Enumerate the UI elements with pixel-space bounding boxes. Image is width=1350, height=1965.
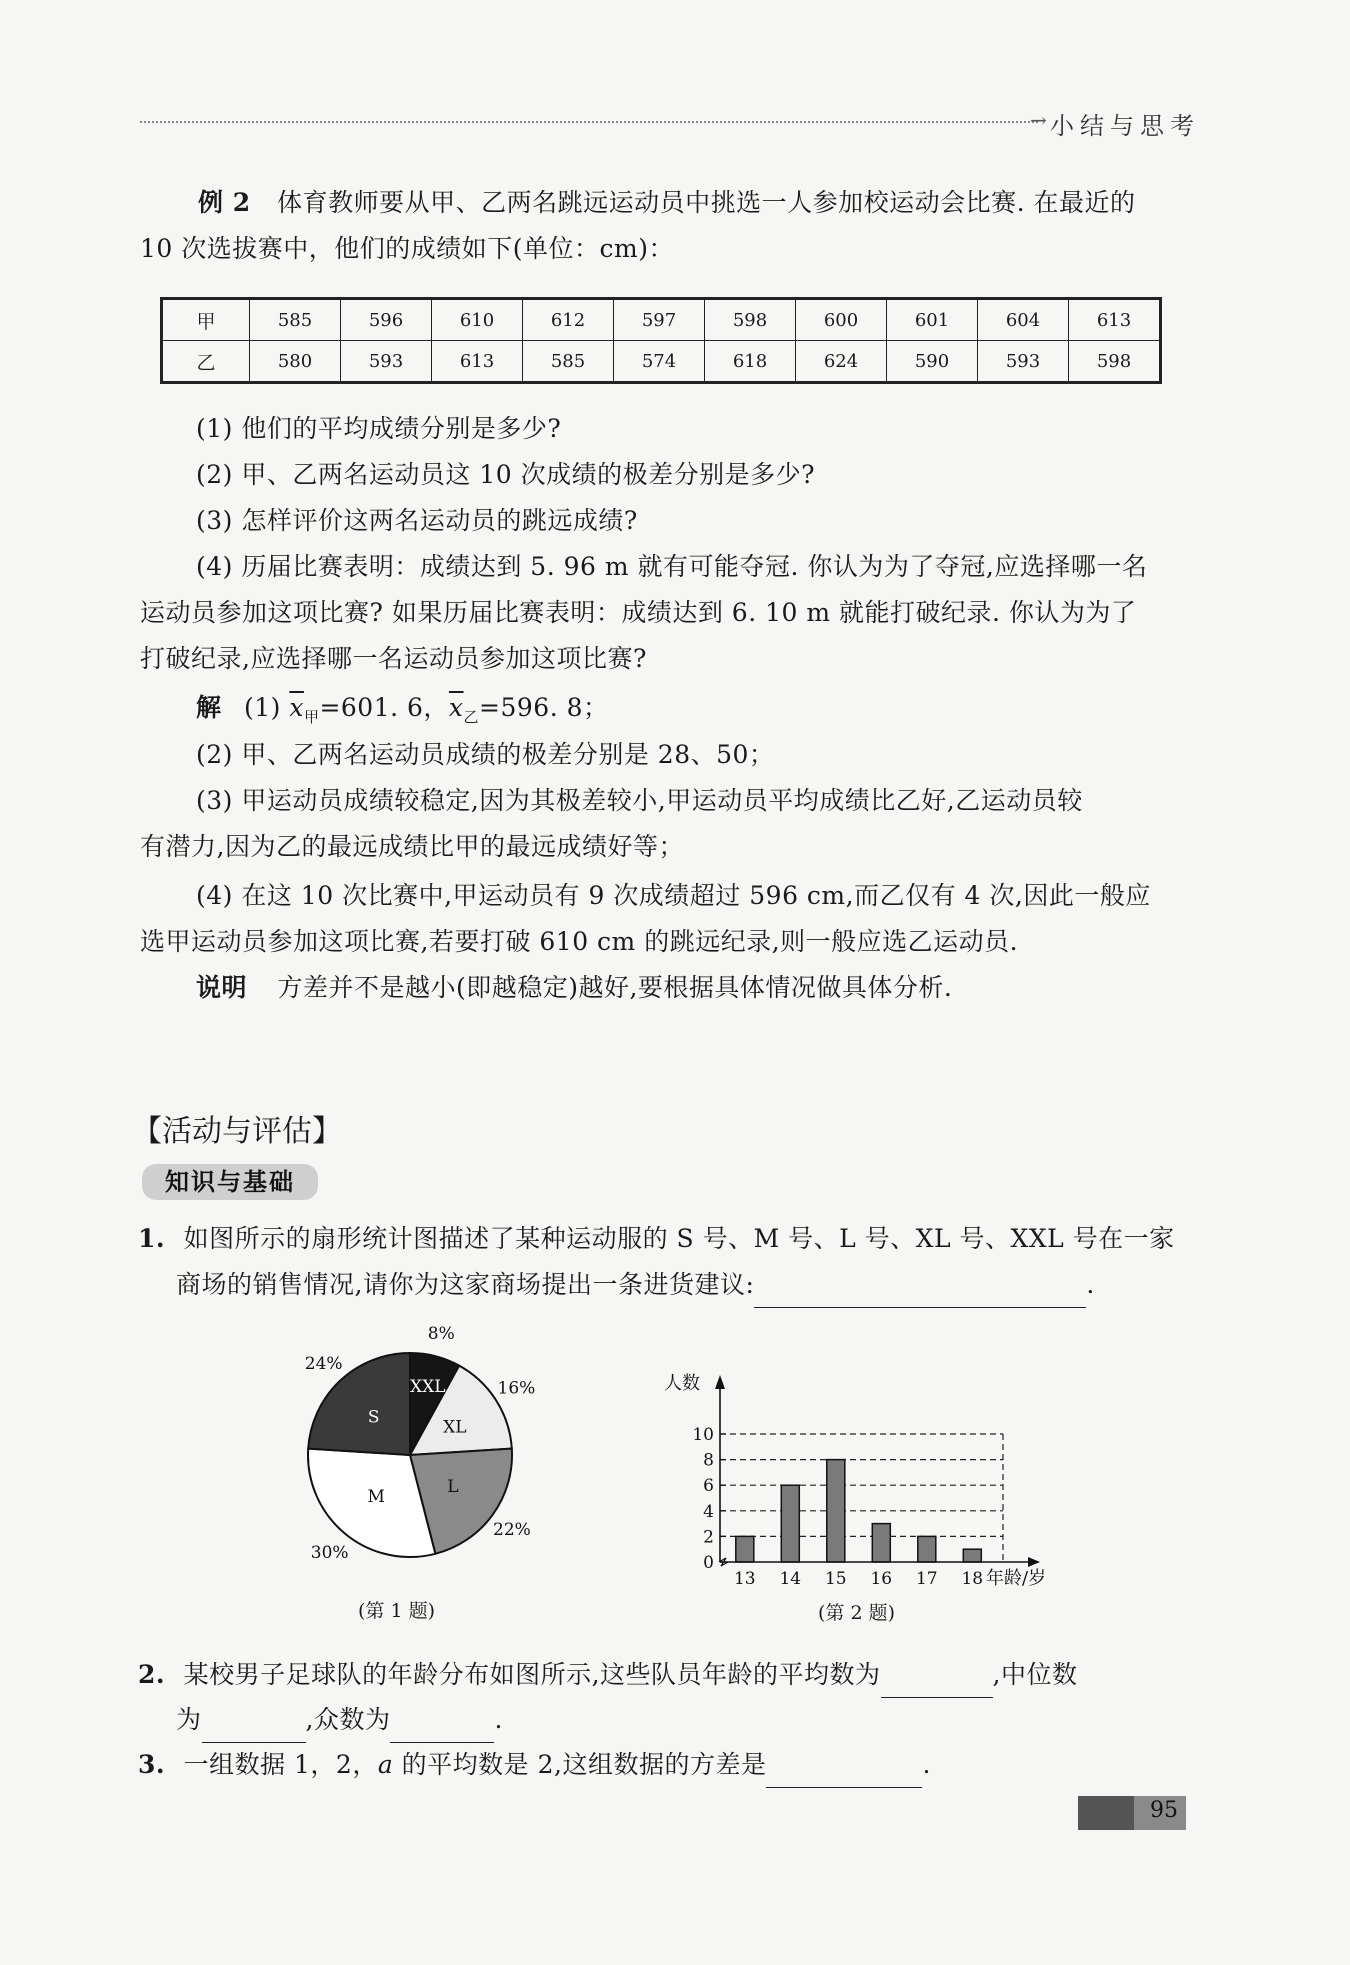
table-cell: 574 (614, 341, 705, 383)
problem-1-line-2 (176, 1262, 1095, 1308)
problem-2-text-d: ,众数为 (305, 1705, 391, 1734)
problem-3-variable: a (377, 1750, 394, 1779)
example-intro-2: 10 次选拔赛中，他们的成绩如下(单位：cm)： (140, 234, 674, 263)
problem-3-number: 3. (138, 1750, 166, 1779)
table-cell: 590 (887, 341, 978, 383)
problem-3-text-a: 一组数据 1，2， (183, 1750, 378, 1779)
note-text: 方差并不是越小(即越稳定)越好,要根据具体情况做具体分析. (277, 973, 953, 1002)
x-axis-arrow (1028, 1557, 1040, 1567)
section-title: 【活动与评估】 (132, 1114, 342, 1149)
note-label: 说明 (196, 973, 248, 1002)
table-cell: 624 (796, 341, 887, 383)
y-tick-label: 4 (703, 1501, 714, 1522)
pie-slice-label: M (367, 1486, 385, 1507)
table-cell: 593 (341, 341, 432, 383)
problem-3-end: . (922, 1750, 931, 1779)
table-cell: 585 (250, 299, 341, 341)
mean-value-b: =596. 8； (479, 693, 609, 722)
pie-slice-label: XL (443, 1417, 467, 1438)
table-row (162, 299, 1161, 341)
table-cell: 600 (796, 299, 887, 341)
mean-symbol-b: $\overline{x}$ (448, 693, 464, 722)
problem-2-number: 2. (138, 1660, 166, 1689)
y-tick-label: 2 (703, 1527, 714, 1548)
x-tick-label: 17 (915, 1569, 938, 1589)
problem-2-text-b: ,中位数 (992, 1660, 1078, 1689)
table-cell: 598 (1069, 341, 1161, 383)
y-tick-label: 10 (692, 1425, 714, 1445)
problem-3-line (138, 1742, 931, 1788)
page-number: 95 (1150, 1798, 1178, 1823)
table-cell: 601 (887, 299, 978, 341)
problem-3-text-b: 的平均数是 2,这组数据的方差是 (393, 1750, 767, 1779)
solution-line-5: (4) 在这 10 次比赛中,甲运动员有 9 次成绩超过 596 cm,而乙仅有 4 次,因此一般应 (196, 881, 1151, 910)
bar-chart (650, 1365, 1070, 1590)
pie-percent-label: 24% (304, 1354, 343, 1375)
table-cell: 604 (978, 299, 1069, 341)
pie-slice-label: XXL (410, 1376, 446, 1397)
page-number-tab (1078, 1796, 1186, 1830)
problem-1-line-1 (138, 1216, 1175, 1262)
answer-blank-mode[interactable] (390, 1714, 494, 1743)
header-title: 小结与思考 (1050, 112, 1200, 140)
note-line (196, 965, 952, 1011)
pie-slice-label: S (367, 1407, 380, 1428)
bar-chart-caption: (第 2 题) (818, 1602, 895, 1624)
problem-1-end: . (1086, 1270, 1095, 1299)
problem-1-text-2: 商场的销售情况,请你为这家商场提出一条进货建议: (176, 1270, 755, 1299)
question-4b: 运动员参加这项比赛? 如果历届比赛表明：成绩达到 6. 10 m 就能打破纪录. 你认为为了 (140, 598, 1137, 627)
question-2: (2) 甲、乙两名运动员这 10 次成绩的极差分别是多少? (196, 460, 815, 489)
table-cell: 596 (341, 299, 432, 341)
y-tick-label: 8 (703, 1450, 714, 1471)
solution-label: 解 (196, 693, 222, 722)
solution-line-2: (2) 甲、乙两名运动员成绩的极差分别是 28、50； (196, 740, 775, 769)
table-cell: 618 (705, 341, 796, 383)
section-badge: 知识与基础 (142, 1164, 318, 1200)
problem-1-text: 如图所示的扇形统计图描述了某种运动服的 S 号、M 号、L 号、XL 号、XXL 号在一家 (183, 1224, 1175, 1253)
problem-2-text-c: 为 (176, 1705, 202, 1734)
table-cell: 585 (523, 341, 614, 383)
table-cell: 593 (978, 341, 1069, 383)
mean-subscript-b: 乙 (463, 708, 480, 726)
y-tick-label: 6 (703, 1476, 714, 1497)
x-tick-label: 15 (824, 1569, 847, 1589)
header-rule (140, 121, 1038, 123)
bar-age-16 (872, 1524, 890, 1562)
table-cell: 612 (523, 299, 614, 341)
x-axis-label: 年龄/岁 (986, 1568, 1047, 1589)
pie-chart (258, 1325, 578, 1625)
y-axis-label: 人数 (664, 1373, 700, 1394)
problem-2-line-2 (176, 1697, 503, 1743)
table-cell: 610 (432, 299, 523, 341)
pie-slice-label: L (447, 1477, 459, 1498)
bar-age-18 (963, 1549, 981, 1562)
problem-2-line-1 (138, 1652, 1077, 1698)
mean-value-a: =601. 6， (319, 693, 449, 722)
x-tick-label: 16 (870, 1569, 893, 1589)
solution-line-6: 选甲运动员参加这项比赛,若要打破 610 cm 的跳远纪录,则一般应选乙运动员. (140, 927, 1019, 956)
example-label: 例 2 (198, 188, 251, 217)
arrow-icon: → (1030, 108, 1047, 132)
answer-blank-median[interactable] (202, 1714, 306, 1743)
question-3: (3) 怎样评价这两名运动员的跳远成绩? (196, 506, 638, 535)
table-cell: 613 (432, 341, 523, 383)
pie-chart-caption: (第 1 题) (358, 1600, 435, 1622)
table-cell: 甲 (162, 299, 250, 341)
solution-line-3: (3) 甲运动员成绩较稳定,因为其极差较小,甲运动员平均成绩比乙好,乙运动员较 (196, 786, 1083, 815)
problem-2-end: . (494, 1705, 503, 1734)
table-cell: 613 (1069, 299, 1161, 341)
bar-age-17 (918, 1536, 936, 1562)
bar-age-14 (781, 1485, 799, 1562)
score-table (160, 297, 1162, 384)
answer-blank-variance[interactable] (766, 1759, 922, 1788)
answer-blank-1[interactable] (754, 1279, 1086, 1308)
pie-percent-label: 22% (493, 1520, 531, 1541)
x-tick-label: 13 (733, 1569, 756, 1589)
bar-age-13 (736, 1536, 754, 1562)
bar-age-15 (827, 1460, 845, 1562)
answer-blank-mean[interactable] (881, 1669, 993, 1698)
pie-percent-label: 30% (310, 1543, 349, 1564)
table-cell: 598 (705, 299, 796, 341)
mean-symbol-a: $\overline{x}$ (289, 693, 304, 722)
mean-subscript-a: 甲 (303, 708, 320, 726)
problem-1-number: 1. (138, 1224, 166, 1253)
problem-2-text: 某校男子足球队的年龄分布如图所示,这些队员年龄的平均数为 (183, 1660, 881, 1689)
solution-line-4: 有潜力,因为乙的最远成绩比甲的最远成绩好等； (140, 832, 684, 861)
pie-percent-label: 16% (497, 1378, 536, 1399)
y-tick-label: 0 (703, 1553, 714, 1573)
question-1: (1) 他们的平均成绩分别是多少? (196, 414, 562, 443)
x-tick-label: 18 (961, 1569, 984, 1589)
table-cell: 乙 (162, 341, 250, 383)
example-intro-1: 体育教师要从甲、乙两名跳远运动员中挑选一人参加校运动会比赛. 在最近的 (277, 188, 1136, 217)
solution-part1-prefix: (1) (243, 693, 290, 722)
pie-percent-label: 8% (427, 1325, 455, 1344)
x-tick-label: 14 (779, 1569, 802, 1589)
table-cell: 597 (614, 299, 705, 341)
table-row (162, 341, 1161, 383)
question-4c: 打破纪录,应选择哪一名运动员参加这项比赛? (140, 644, 647, 673)
table-cell: 580 (250, 341, 341, 383)
question-4a: (4) 历届比赛表明：成绩达到 5. 96 m 就有可能夺冠. 你认为为了夺冠,应选择哪一名 (196, 552, 1148, 581)
y-axis-arrow (715, 1375, 725, 1389)
example-line-1 (198, 180, 1135, 226)
